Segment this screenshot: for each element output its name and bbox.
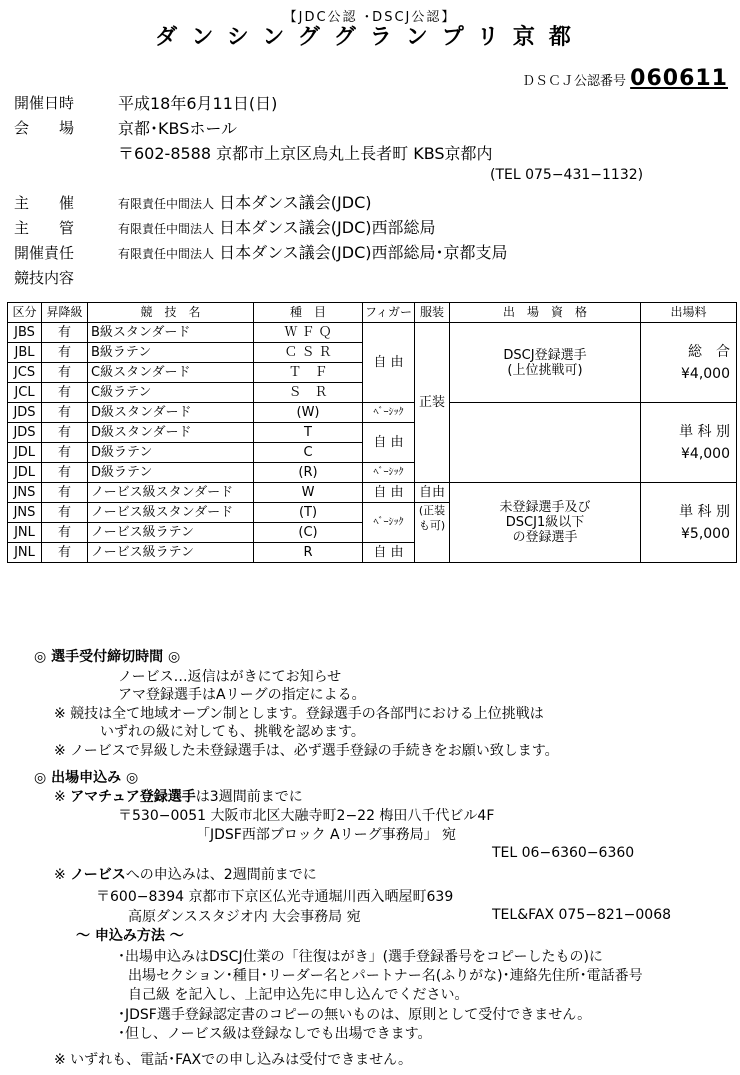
final-note: ※ いずれも、電話･FAXでの申し込みは受付できません。 <box>54 1052 412 1068</box>
row-event-name: ノービス級ラテン <box>88 523 254 543</box>
qualification-a-cont <box>450 403 641 483</box>
method-line3: 自己級 を記入し、上記申込先に申し込んでください。 <box>128 987 469 1003</box>
row-promotion: 有 <box>42 443 88 463</box>
venue-address: 〒602-8588 京都市上京区烏丸上長者町 KBS京都内 <box>118 144 493 163</box>
resp-prefix: 有限責任中間法人 <box>118 247 215 261</box>
row-event-name: D級スタンダード <box>88 423 254 443</box>
dress-formal-ok-line2: も可) <box>418 519 446 532</box>
venue-value: 京都･KBSホール <box>118 119 238 138</box>
manage-prefix: 有限責任中間法人 <box>118 222 215 236</box>
amateur-rest: は3週間前までに <box>195 789 303 805</box>
manage-name: 日本ダンス議会(JDC)西部総局 <box>219 218 436 237</box>
row-promotion: 有 <box>42 463 88 483</box>
fee-c-amount: ¥5,000 <box>681 525 730 542</box>
fee-c-label: 単 科 別 <box>679 503 730 520</box>
header-subtitle: 【JDC公認 ･DSCJ公認】 <box>283 10 457 25</box>
novice-line <box>54 864 317 884</box>
row-promotion: 有 <box>42 543 88 563</box>
fee-b <box>641 403 737 483</box>
figure-basic: ﾍﾞｰｼｯｸ <box>363 503 415 543</box>
qualification-a-line1: DSCJ登録選手 <box>503 347 587 363</box>
row-code: JNL <box>8 523 42 543</box>
header-dress: 服装 <box>415 303 450 323</box>
manage-label: 主 管 <box>14 219 75 237</box>
figure-free: 自 由 <box>363 423 415 463</box>
venue-tel: (TEL 075−431−1132) <box>490 167 644 183</box>
amateur-tel: TEL 06−6360−6360 <box>492 845 635 861</box>
row-promotion: 有 <box>42 343 88 363</box>
row-dances: (T) <box>254 503 363 523</box>
amateur-office: 「JDSF西部ブロック Aリーグ事務局」 宛 <box>196 827 457 843</box>
row-event-name: ノービス級スタンダード <box>88 503 254 523</box>
row-event-name: ノービス級ラテン <box>88 543 254 563</box>
amateur-address: 〒530−0051 大阪市北区大融寺町2−22 梅田八千代ビル4F <box>118 808 495 824</box>
table-row <box>8 323 737 343</box>
fee-a-label: 総 合 <box>688 343 730 360</box>
host <box>118 190 372 213</box>
row-dances: Ｔ Ｆ <box>254 363 363 383</box>
row-dances: (R) <box>254 463 363 483</box>
row-event-name: ノービス級スタンダード <box>88 483 254 503</box>
row-event-name: D級ラテン <box>88 463 254 483</box>
host-label: 主 催 <box>14 194 75 212</box>
date-label: 開催日時 <box>14 94 75 112</box>
date-value: 平成18年6月11日(日) <box>118 94 278 113</box>
row-code: JDL <box>8 443 42 463</box>
host-name: 日本ダンス議会(JDC) <box>219 193 372 212</box>
apply-heading: ◎ 出場申込み ◎ <box>34 770 139 786</box>
method-line4: ･JDSF選手登録認定書のコピーの無いものは、原則として受付できません。 <box>118 1007 592 1023</box>
registration-value: 060611 <box>630 66 728 91</box>
row-event-name: D級スタンダード <box>88 403 254 423</box>
qualification-b-line1: 未登録選手及び <box>499 500 591 515</box>
table-header-row <box>8 303 737 323</box>
row-code: JBS <box>8 323 42 343</box>
figure-free: 自 由 <box>363 483 415 503</box>
row-promotion: 有 <box>42 503 88 523</box>
method-heading: 〜 申込み方法 〜 <box>76 928 184 944</box>
row-code: JCS <box>8 363 42 383</box>
fee-b-amount: ¥4,000 <box>681 445 730 462</box>
row-code: JNS <box>8 483 42 503</box>
row-dances: (C) <box>254 523 363 543</box>
deadline-line2: アマ登録選手はAリーグの指定による。 <box>118 687 366 703</box>
fee-c <box>641 483 737 563</box>
row-event-name: C級ラテン <box>88 383 254 403</box>
method-line5: ･但し、ノービス級は登録なしでも出場できます。 <box>118 1026 432 1042</box>
qualification-b-line2: DSCJ1級以下 <box>505 515 585 530</box>
row-code: JDL <box>8 463 42 483</box>
method-line1: ･出場申込みはDSCJ仕業の「往復はがき」(選手登録番号をコピーしたもの)に <box>118 949 603 965</box>
registration-label: ＤＳＣＪ公認番号 <box>521 74 626 89</box>
row-promotion: 有 <box>42 403 88 423</box>
row-dances: Ｓ Ｒ <box>254 383 363 403</box>
qualification-a <box>450 323 641 403</box>
row-dances: W <box>254 483 363 503</box>
header-category: 区分 <box>8 303 42 323</box>
dress-free: 自由 <box>415 483 450 503</box>
events-label: 競技内容 <box>14 269 75 287</box>
qualification-a-line2: (上位挑戦可) <box>507 362 583 378</box>
registration-number <box>522 66 728 91</box>
novice-address: 〒600−8394 京都市下京区仏光寺通堀川西入晒屋町639 <box>96 889 454 905</box>
row-dances: R <box>254 543 363 563</box>
row-event-name: D級ラテン <box>88 443 254 463</box>
row-code: JNL <box>8 543 42 563</box>
row-code: JNS <box>8 503 42 523</box>
figure-free: 自 由 <box>363 323 415 403</box>
amateur-line <box>54 786 303 806</box>
novice-tel: TEL&FAX 075−821−0068 <box>492 907 672 923</box>
novice-office: 高原ダンススタジオ内 大会事務局 宛 <box>128 909 361 925</box>
row-dances: (W) <box>254 403 363 423</box>
table-row <box>8 483 737 503</box>
row-event-name: B級スタンダード <box>88 323 254 343</box>
novice-rest: への申込みは、2週間前までに <box>125 867 317 883</box>
host-prefix: 有限責任中間法人 <box>118 197 215 211</box>
fee-a <box>641 323 737 403</box>
row-code: JDS <box>8 423 42 443</box>
deadline-note2: ※ ノービスで昇級した未登録選手は、必ず選手登録の手続きをお願い致します。 <box>54 743 559 759</box>
row-dances: T <box>254 423 363 443</box>
amateur-mark: ※ <box>54 789 71 805</box>
row-event-name: B級ラテン <box>88 343 254 363</box>
header-figure: フィガー <box>363 303 415 323</box>
figure-basic: ﾍﾞｰｼｯｸ <box>363 403 415 423</box>
row-promotion: 有 <box>42 483 88 503</box>
fee-a-amount: ¥4,000 <box>681 365 730 382</box>
qualification-b <box>450 483 641 563</box>
amateur-bold: アマチュア登録選手 <box>70 789 196 805</box>
row-event-name: C級スタンダード <box>88 363 254 383</box>
table-row <box>8 403 737 423</box>
fee-b-label: 単 科 別 <box>679 423 730 440</box>
novice-bold: ノービス <box>70 867 126 883</box>
row-code: JDS <box>8 403 42 423</box>
resp-name: 日本ダンス議会(JDC)西部総局･京都支局 <box>219 243 508 262</box>
row-promotion: 有 <box>42 383 88 403</box>
deadline-line1: ノービス…返信はがきにてお知らせ <box>118 669 342 685</box>
events-table <box>7 302 737 563</box>
header-dances: 種 目 <box>254 303 363 323</box>
novice-mark: ※ <box>54 867 71 883</box>
resp-label: 開催責任 <box>14 244 75 262</box>
deadline-note1b: いずれの級に対しても、挑戦を認めます。 <box>100 724 365 740</box>
header-promotion: 昇降級 <box>42 303 88 323</box>
dress-formal-ok-line1: (正装 <box>418 504 446 517</box>
header-fee: 出場料 <box>641 303 737 323</box>
row-dances: C <box>254 443 363 463</box>
resp <box>118 240 508 263</box>
row-promotion: 有 <box>42 523 88 543</box>
row-promotion: 有 <box>42 323 88 343</box>
venue-label: 会 場 <box>14 119 75 137</box>
deadline-heading: ◎ 選手受付締切時間 ◎ <box>34 649 181 665</box>
row-dances: Ｃ Ｓ Ｒ <box>254 343 363 363</box>
dress-formal: 正装 <box>415 323 450 483</box>
row-code: JBL <box>8 343 42 363</box>
header-qualification: 出 場 資 格 <box>450 303 641 323</box>
header-event-name: 競 技 名 <box>88 303 254 323</box>
method-line2: 出場セクション･種目･リーダー名とパートナー名(ふりがな)･連絡先住所･電話番号 <box>128 968 643 984</box>
row-promotion: 有 <box>42 423 88 443</box>
figure-free: 自 由 <box>363 543 415 563</box>
figure-basic: ﾍﾞｰｼｯｸ <box>363 463 415 483</box>
manage <box>118 215 436 238</box>
row-promotion: 有 <box>42 363 88 383</box>
page-title: ダンシンググランプリ京都 <box>155 25 585 50</box>
deadline-note1a: ※ 競技は全て地域オープン制とします。登録選手の各部門における上位挑戦は <box>54 706 544 722</box>
row-dances: Ｗ Ｆ Ｑ <box>254 323 363 343</box>
row-code: JCL <box>8 383 42 403</box>
qualification-b-line3: の登録選手 <box>512 530 578 545</box>
dress-formal-ok <box>415 503 450 563</box>
